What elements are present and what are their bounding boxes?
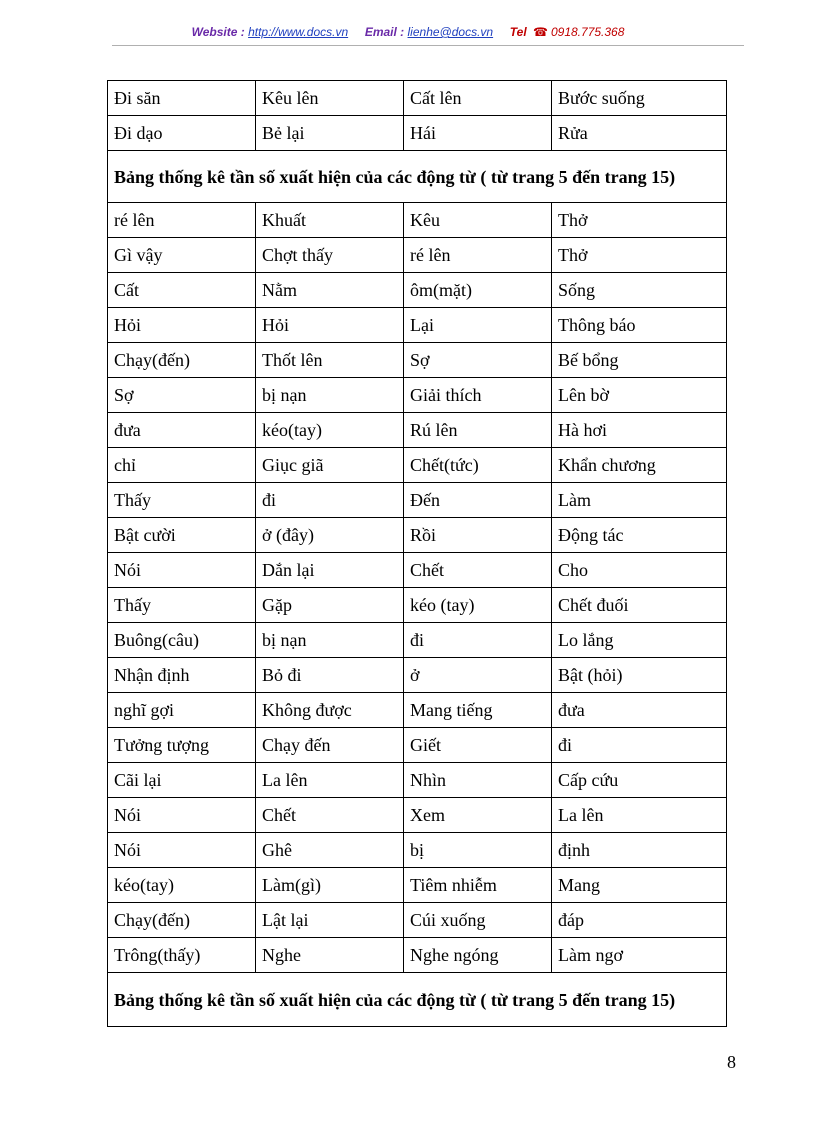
page-header — [0, 24, 816, 44]
table-cell: Thốt lên — [256, 343, 404, 378]
table-cell: Nằm — [256, 273, 404, 308]
table-cell: La lên — [552, 798, 727, 833]
table-cell: Cất — [108, 273, 256, 308]
table-cell: Mang tiếng — [404, 693, 552, 728]
table-cell: Nghe — [256, 938, 404, 973]
table-cell: Hỏi — [108, 308, 256, 343]
table-cell: định — [552, 833, 727, 868]
table-row — [108, 483, 727, 518]
table-row — [108, 588, 727, 623]
table-cell: Buông(câu) — [108, 623, 256, 658]
table-cell: Giải thích — [404, 378, 552, 413]
page-number: 8 — [727, 1052, 736, 1072]
table-cell: đưa — [108, 413, 256, 448]
table-cell: đi — [552, 728, 727, 763]
email-label: Email — [364, 24, 397, 39]
table-cell: Nói — [108, 798, 256, 833]
footer-title: Bảng thống kê tần số xuất hiện của các động từ ( từ trang 5 đến trang 15) — [108, 973, 727, 1027]
section-title-row — [108, 151, 727, 203]
table-cell: Chết — [404, 553, 552, 588]
table-cell: Gì vậy — [108, 238, 256, 273]
table-cell: Tưởng tượng — [108, 728, 256, 763]
table-cell: Lên bờ — [552, 378, 727, 413]
verb-frequency-table — [107, 80, 727, 1027]
table-row — [108, 448, 727, 483]
table-cell: La lên — [256, 763, 404, 798]
table-cell: Rú lên — [404, 413, 552, 448]
table-cell: ré lên — [404, 238, 552, 273]
tel-label: Tel — [509, 24, 527, 39]
table-cell: bị — [404, 833, 552, 868]
table-row — [108, 728, 727, 763]
table-row — [108, 903, 727, 938]
table-cell: Lật lại — [256, 903, 404, 938]
table-cell: ở (đây) — [256, 518, 404, 553]
table-cell: Đi săn — [108, 81, 256, 116]
phone-number: 0918.775.368 — [550, 24, 625, 39]
table-row — [108, 658, 727, 693]
table-cell: Không được — [256, 693, 404, 728]
table-cell: Khẩn chương — [552, 448, 727, 483]
table-cell: Chợt thấy — [256, 238, 404, 273]
table-cell: ôm(mặt) — [404, 273, 552, 308]
table-cell: Hà hơi — [552, 413, 727, 448]
table-row — [108, 81, 727, 116]
table-cell: Cúi xuống — [404, 903, 552, 938]
table-cell: Chạy đến — [256, 728, 404, 763]
table-cell: Dắn lại — [256, 553, 404, 588]
table-cell: Chạy(đến) — [108, 343, 256, 378]
table-cell: Hỏi — [256, 308, 404, 343]
main-rows — [108, 203, 727, 973]
table-cell: Thông báo — [552, 308, 727, 343]
table-cell: Thở — [552, 238, 727, 273]
table-cell: Nói — [108, 553, 256, 588]
table-cell: Sợ — [404, 343, 552, 378]
table-cell: Nhận định — [108, 658, 256, 693]
table-cell: Rồi — [404, 518, 552, 553]
table-cell: Cãi lại — [108, 763, 256, 798]
table-cell: Bế bổng — [552, 343, 727, 378]
table-cell: Lo lắng — [552, 623, 727, 658]
table-cell: Chết — [256, 798, 404, 833]
table-cell: Rửa — [552, 116, 727, 151]
table-cell: Thấy — [108, 483, 256, 518]
table-cell: Giục giã — [256, 448, 404, 483]
table-cell: kéo(tay) — [256, 413, 404, 448]
table-row — [108, 273, 727, 308]
table-cell: Sợ — [108, 378, 256, 413]
table-row — [108, 623, 727, 658]
table-cell: kéo (tay) — [404, 588, 552, 623]
website-label: Website : — [191, 24, 245, 39]
table-cell: Giết — [404, 728, 552, 763]
table-row — [108, 553, 727, 588]
table-cell: đi — [256, 483, 404, 518]
table-row — [108, 763, 727, 798]
table-cell: Bỏ đi — [256, 658, 404, 693]
table-row — [108, 798, 727, 833]
table-cell: Làm — [552, 483, 727, 518]
table-cell: đáp — [552, 903, 727, 938]
table-row — [108, 378, 727, 413]
table-cell: Động tác — [552, 518, 727, 553]
table-cell: Xem — [404, 798, 552, 833]
email-separator: : — [400, 24, 405, 39]
table-row — [108, 518, 727, 553]
table-row — [108, 693, 727, 728]
header-divider — [112, 45, 744, 46]
table-row — [108, 868, 727, 903]
email-link[interactable]: lienhe@docs.vn — [407, 24, 494, 39]
table-row — [108, 413, 727, 448]
table-cell: Chạy(đến) — [108, 903, 256, 938]
table-cell: Cấp cứu — [552, 763, 727, 798]
table-cell: Thở — [552, 203, 727, 238]
table-row — [108, 938, 727, 973]
table-row — [108, 116, 727, 151]
table-cell: Sống — [552, 273, 727, 308]
table-cell: ré lên — [108, 203, 256, 238]
table-cell: đi — [404, 623, 552, 658]
table-cell: Lại — [404, 308, 552, 343]
table-cell: Bẻ lại — [256, 116, 404, 151]
table-cell: Nói — [108, 833, 256, 868]
table-cell: Bước suống — [552, 81, 727, 116]
table-cell: Hái — [404, 116, 552, 151]
table-cell: Cất lên — [404, 81, 552, 116]
table-cell: Làm ngơ — [552, 938, 727, 973]
table-cell: bị nạn — [256, 378, 404, 413]
table-cell: Cho — [552, 553, 727, 588]
website-link[interactable]: http://www.docs.vn — [248, 24, 349, 39]
table-cell: Nghe ngóng — [404, 938, 552, 973]
table-cell: Kêu — [404, 203, 552, 238]
table-cell: Làm(gì) — [256, 868, 404, 903]
table-cell: ở — [404, 658, 552, 693]
table-row — [108, 833, 727, 868]
table-row — [108, 203, 727, 238]
table-cell: bị nạn — [256, 623, 404, 658]
table-cell: Gặp — [256, 588, 404, 623]
section-title: Bảng thống kê tần số xuất hiện của các động từ ( từ trang 5 đến trang 15) — [108, 151, 727, 203]
table-row — [108, 343, 727, 378]
table-cell: Thấy — [108, 588, 256, 623]
table-cell: Khuất — [256, 203, 404, 238]
table-cell: Nhìn — [404, 763, 552, 798]
table-cell: đưa — [552, 693, 727, 728]
table-cell: chỉ — [108, 448, 256, 483]
table-cell: Mang — [552, 868, 727, 903]
footer-title-row — [108, 973, 727, 1027]
table-row — [108, 238, 727, 273]
table-cell: Bật cười — [108, 518, 256, 553]
top-rows — [108, 81, 727, 151]
table-cell: Đến — [404, 483, 552, 518]
table-cell: Tiêm nhiễm — [404, 868, 552, 903]
phone-icon: ☎ — [533, 24, 548, 39]
table-cell: Chết đuối — [552, 588, 727, 623]
table-cell: Kêu lên — [256, 81, 404, 116]
table-cell: Ghê — [256, 833, 404, 868]
table-cell: Trông(thấy) — [108, 938, 256, 973]
table-cell: Đi dạo — [108, 116, 256, 151]
table-cell: nghĩ gợi — [108, 693, 256, 728]
table-cell: Bật (hỏi) — [552, 658, 727, 693]
table-row — [108, 308, 727, 343]
table-cell: Chết(tức) — [404, 448, 552, 483]
table-cell: kéo(tay) — [108, 868, 256, 903]
